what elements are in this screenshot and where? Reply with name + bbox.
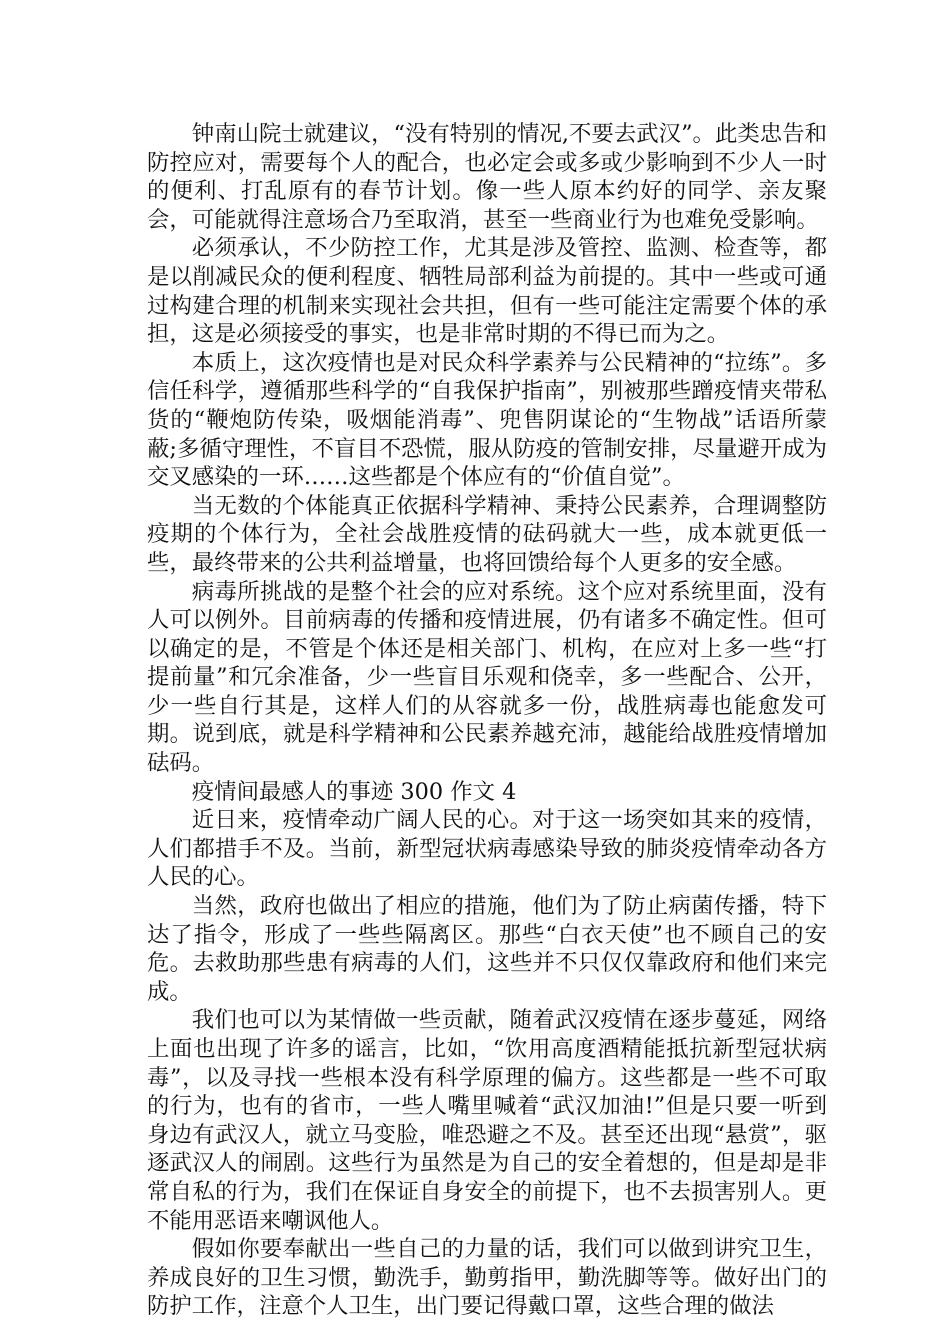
paragraph: 近日来，疫情牵动广阔人民的心。对于这一场突如其来的疫情，人们都措手不及。当前，新型冠状病毒感染导致的肺炎疫情牵动各方人民的心。 [147, 807, 827, 891]
paragraph: 钟南山院士就建议，“没有特别的情况,不要去武汉”。此类忠告和防控应对，需要每个人的配合，也必定会或多或少影响到不少人一时的便利、打乱原有的春节计划。像一些人原本约好的同学、亲友聚会，可能就得注意场合乃至取消，甚至一些商业行为也难免受影响。 [147, 121, 827, 233]
paragraph: 本质上，这次疫情也是对民众科学素养与公民精神的“拉练”。多信任科学，遵循那些科学的“自我保护指南”，别被那些蹭疫情夹带私货的“鞭炮防传染，吸烟能消毒”、兜售阴谋论的“生物战”话语所蒙蔽;多循守理性，不盲目不恐慌，服从防疫的管制安排，尽量避开成为交叉感染的一环……这些都是个体应有的“价值自觉”。 [147, 349, 827, 491]
paragraph: 我们也可以为某情做一些贡献，随着武汉疫情在逐步蔓延，网络上面也出现了许多的谣言，比如，“饮用高度酒精能抵抗新型冠状病毒”，以及寻找一些根本没有科学原理的偏方。这些都是一些不可取的行为，也有的省市，一些人嘴里喊着“武汉加油!”但是只要一听到身边有武汉人，就立马变脸，唯恐避之不及。甚至还出现“悬赏”，驱逐武汉人的闹剧。这些行为虽然是为自己的安全着想的，但是却是非常自私的行为，我们在保证自身安全的前提下，也不去损害别人。更不能用恶语来嘲讽他人。 [147, 1007, 827, 1234]
document-body [147, 120, 827, 1321]
paragraph: 假如你要奉献出一些自己的力量的话，我们可以做到讲究卫生，养成良好的卫生习惯，勤洗手，勤剪指甲，勤洗脚等等。做好出门的防护工作，注意个人卫生，出门要记得戴口罩，这些合理的做法 [147, 1236, 827, 1320]
section-heading: 疫情间最感人的事迹 300 作文 4 [191, 778, 517, 805]
paragraph: 必须承认，不少防控工作，尤其是涉及管控、监测、检查等，都是以削减民众的便利程度、牺牲局部利益为前提的。其中一些或可通过构建合理的机制来实现社会共担，但有一些可能注定需要个体的承担，这是必须接受的事实，也是非常时期的不得已而为之。 [147, 235, 827, 348]
paragraph: 当然，政府也做出了相应的措施，他们为了防止病菌传播，特下达了指令，形成了一些些隔离区。那些“白衣天使”也不顾自己的安危。去救助那些患有病毒的人们，这些并不只仅仅靠政府和他们来完成。 [147, 893, 827, 1005]
paragraph: 当无数的个体能真正依据科学精神、秉持公民素养，合理调整防疫期的个体行为，全社会战胜疫情的砝码就大一些，成本就更低一些，最终带来的公共利益增量，也将回馈给每个人更多的安全感。 [147, 492, 827, 576]
paragraph: 病毒所挑战的是整个社会的应对系统。这个应对系统里面，没有人可以例外。目前病毒的传播和疫情进展，仍有诸多不确定性。但可以确定的是，不管是个体还是相关部门、机构，在应对上多一些“打提前量”和冗余准备，少一些盲目乐观和侥幸，多一些配合、公开，少一些自行其是，这样人们的从容就多一份，战胜病毒也能愈发可期。说到底，就是科学精神和公民素养越充沛，越能给战胜疫情增加砝码。 [147, 578, 827, 777]
